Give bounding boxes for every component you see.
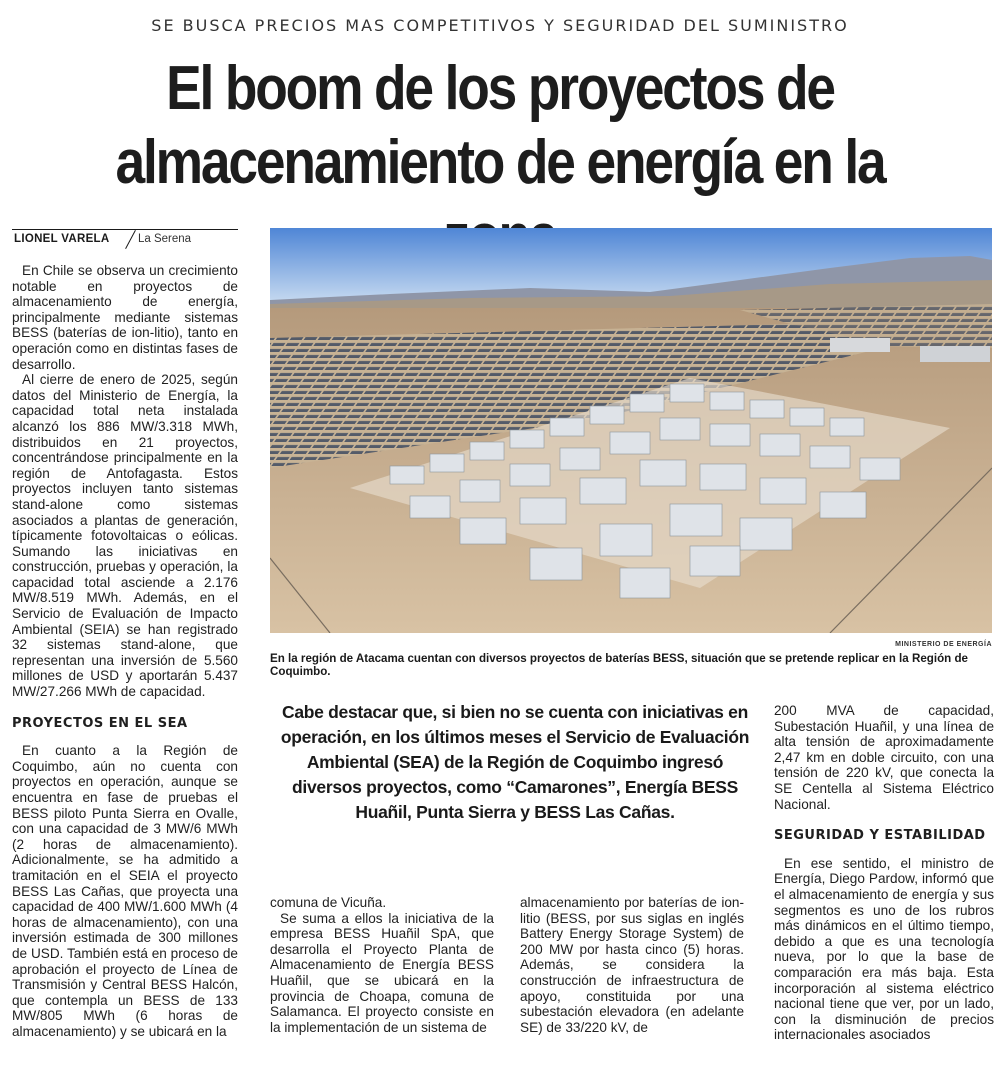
paragraph: En Chile se observa un crecimiento notable en proyectos de almacenamiento de energía, principalmente mediante sistemas BESS (baterías de ion-litio), tanto en operación como en distintas fases de desarrollo.: [12, 263, 238, 372]
headline-line-2: almacenamiento de energía en la: [115, 128, 885, 197]
article-photo: [270, 228, 992, 633]
paragraph: Al cierre de enero de 2025, según datos del Ministerio de Energía, la capacidad total neta instalada alcanzó los 886 MW/3.318 MWh, distribuidos en 21 proyectos, concentrándose principalmente en la región de Antofagasta. Estos proyectos incluyen tanto sistemas stand-alone como sistemas asociados a plantas de generación, típicamente fotovoltaicas o eólicas. Sumando las iniciativas en construcción, pruebas y operación, la capacidad total asciende a 2.176 MW/8.519 MWh. Además, en el Servicio de Evaluación de Impacto Ambiental (SEIA) se han registrado 32 sistemas stand-alone, que representan una inversión de 5.560 millones de USD y aportarán 5.437 MW/27.266 MWh de capacidad.: [12, 372, 238, 700]
headline-line-1: El boom de los proyectos de: [166, 54, 834, 123]
photo-caption: En la región de Atacama cuentan con diversos proyectos de baterías BESS, situación que se pretende replicar en la Región de Coquimbo.: [270, 652, 968, 678]
paragraph: Se suma a ellos la iniciativa de la empresa BESS Huañil SpA, que desarrolla el Proyecto Planta de Almacenamiento de Energía BESS Huañil, que se ubicará en la provincia de Choapa, comuna de Salamanca. El proyecto consiste en la implementación de un sistema de: [270, 910, 494, 1035]
byline-divider: [125, 230, 136, 249]
paragraph: almacenamiento por baterías de ion-litio (BESS, por sus siglas en inglés Battery Energy Storage System) de 200 MW por hasta cinco (5) horas. Además, se considera la construcción de infraestructura de apoyo, constituida por una subestación elevadora (en adelante SE) de 33/220 kV, de: [520, 895, 744, 1035]
subhead-seguridad: SEGURIDAD Y ESTABILIDAD: [774, 828, 986, 844]
paragraph: En cuanto a la Región de Coquimbo, aún no cuenta con proyectos en operación, aunque se encuentra en fase de pruebas el BESS piloto Punta Sierra en Ovalle, con una capacidad de 3 MW/6 MWh (2 horas de almacenamiento). Adicionalmente, se ha admitido a tramitación en el SEIA el proyecto BESS Las Cañas, que proyecta una capacidad de 400 MW/1.600 MWh (4 horas de almacenamiento), con una inversión estimada de 300 millones de USD. También está en proceso de aprobación el proyecto de Línea de Transmisión y Central BESS Halcón, que contempla un BESS de 133 MW/805 MWh (6 horas de almacenamiento) y se ubicará en la: [12, 743, 238, 1039]
byline-city: La Serena: [138, 233, 192, 245]
paragraph: comuna de Vicuña.: [270, 895, 387, 910]
kicker: SE BUSCA PRECIOS MAS COMPETITIVOS Y SEGURIDAD DEL SUMINISTRO: [151, 16, 849, 35]
byline: [12, 229, 238, 247]
subhead-proyectos: PROYECTOS EN EL SEA: [12, 715, 188, 731]
article-column-3: [520, 895, 744, 1035]
article-column-1: [12, 263, 238, 1040]
article-column-4: [774, 703, 994, 1043]
paragraph: En ese sentido, el ministro de Energía, Diego Pardow, informó que el almacenamiento de energía y sus segmentos es uno de los rubros más dinámicos en el último tiempo, debido a que es una tecnología nueva, por lo que la base de comparación era más baja. Esta incorporación al sistema eléctrico nacional tiene que ver, por un lado, con la disminución de precios internacionales asociados: [774, 855, 994, 1043]
byline-author: LIONEL VARELA: [14, 233, 110, 245]
paragraph: 200 MVA de capacidad, Subestación Huañil, y una línea de alta tensión de aproximadamente 2,47 km en doble circuito, con una tensión de 220 kV, que conecta la SE Centella al Sistema Eléctrico Nacional.: [774, 703, 994, 812]
pull-quote: Cabe destacar que, si bien no se cuenta con iniciativas en operación, en los últimos meses el Servicio de Evaluación Ambiental (SEA) de la Región de Coquimbo ingresó diversos proyectos, como “Camarones”, Energía BESS Huañil, Punta Sierra y BESS Las Cañas.: [280, 702, 750, 822]
article-column-2: [270, 895, 494, 1035]
battery-storage-plant-image: [270, 228, 992, 633]
photo-credit: MINISTERIO DE ENERGÍA: [895, 641, 992, 648]
